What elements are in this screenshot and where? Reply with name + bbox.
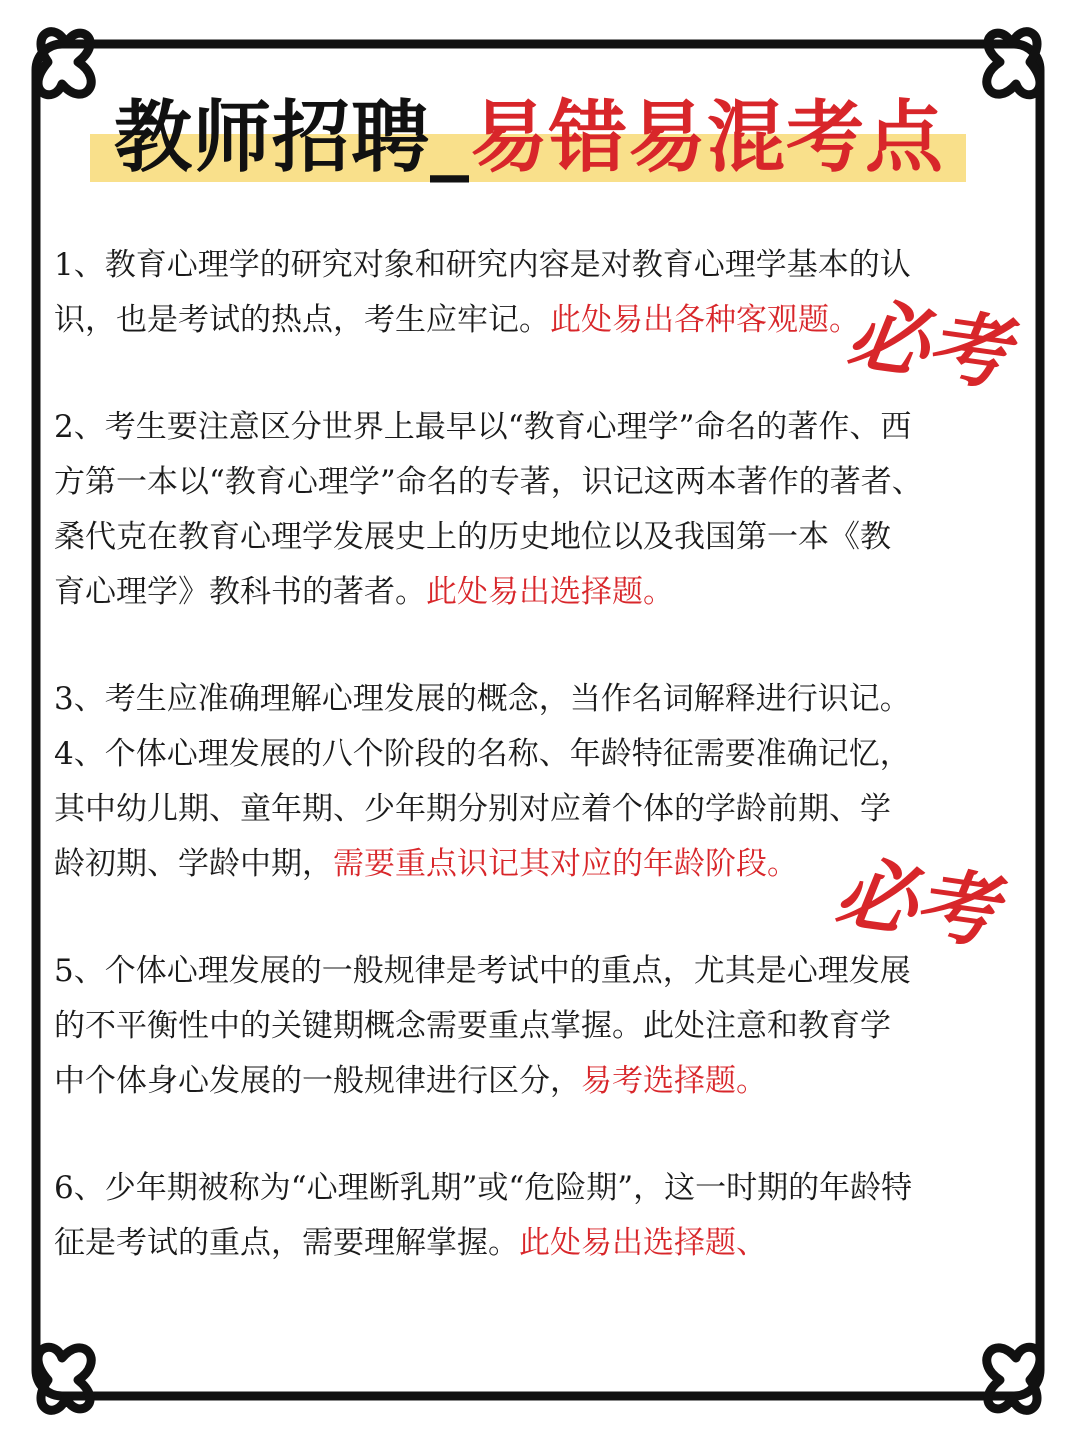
item-highlight: 易考选择题。 <box>581 1063 767 1099</box>
list-item-6 <box>54 1161 1004 1271</box>
item-text: 5、个体心理发展的一般规律是考试中的重点，尤其是心理发展 的不平衡性中的关键期概念需要重点掌握。此处注意和教育学 中个体身心发展的一般规律进行区分， <box>54 953 911 1099</box>
item-text: 3、考生应准确理解心理发展的概念，当作名词解释进行识记。 <box>54 681 911 717</box>
page-title <box>114 88 944 188</box>
item-highlight: 此处易出选择题、 <box>519 1225 767 1261</box>
item-text: 4、个体心理发展的八个阶段的名称、年龄特征需要准确记忆， 其中幼儿期、童年期、少年期分别对应着个体的学龄前期、学 龄初期、学龄中期， <box>54 736 911 882</box>
item-highlight: 此处易出选择题。 <box>426 574 674 610</box>
title-red-part: 易错易混考点 <box>470 93 945 183</box>
title-block <box>90 88 966 188</box>
list-item-2 <box>54 400 1004 620</box>
must-test-stamp-1: 必考 <box>842 286 1014 402</box>
list-item-3 <box>54 672 1004 727</box>
must-test-stamp-2: 必考 <box>830 844 1002 960</box>
item-text: 1、教育心理学的研究对象和研究内容是对教育心理学基本的认 识，也是考试的热点，考生应牢记。 <box>54 247 911 338</box>
item-highlight: 需要重点识记其对应的年龄阶段。 <box>333 846 798 882</box>
list-item-5 <box>54 944 1004 1109</box>
item-text: 6、少年期被称为“心理断乳期”或“危险期”，这一时期的年龄特 征是考试的重点，需要理解掌握。 <box>54 1170 913 1261</box>
item-text: 2、考生要注意区分世界上最早以“教育心理学”命名的著作、西 方第一本以“教育心理学”命名的专著，识记这两本著作的著者、 桑代克在教育心理学发展史上的历史地位以及我国第一本《教 育心理学》教科书的著者。 <box>54 409 923 610</box>
item-highlight: 此处易出各种客观题。 <box>550 302 860 338</box>
title-black-part: 教师招聘_ <box>114 93 471 183</box>
content-body <box>54 238 1004 1271</box>
